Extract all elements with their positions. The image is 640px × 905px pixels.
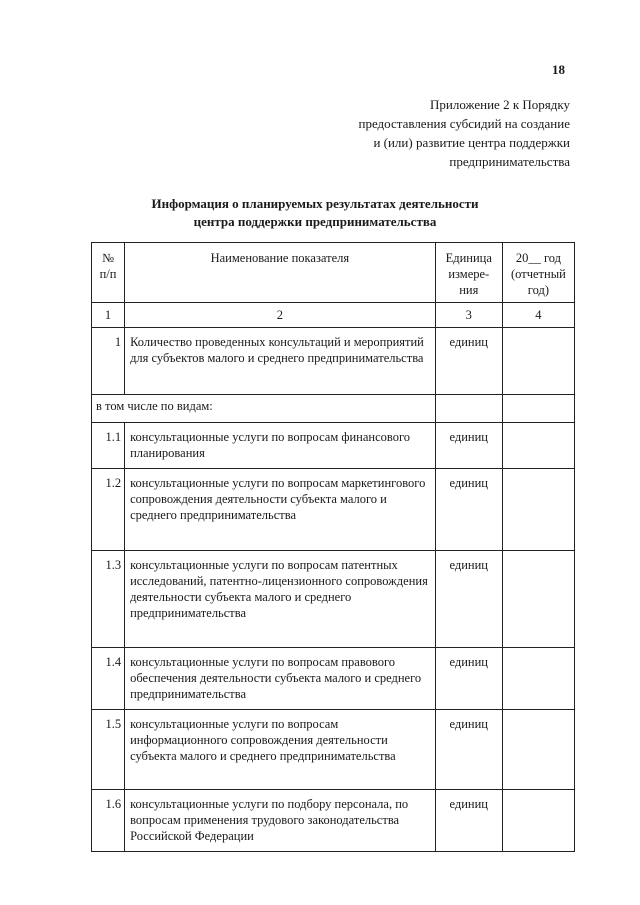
appendix-line: предоставления субсидий на создание xyxy=(358,116,570,131)
header-year-line: 20__ год xyxy=(515,251,562,265)
header-unit-line: ния xyxy=(459,283,479,297)
row-unit: единиц xyxy=(435,328,502,395)
row-unit: единиц xyxy=(435,469,502,551)
row-value xyxy=(502,551,574,648)
row-name: консультационные услуги по вопросам маркетингового сопровождения деятельности субъекта малого и среднего предпринимательства xyxy=(125,469,436,551)
row-value xyxy=(502,790,574,852)
table-header-row xyxy=(92,243,575,303)
subheader-empty xyxy=(435,395,502,423)
header-num-line: п/п xyxy=(99,267,117,281)
column-number: 2 xyxy=(125,303,436,328)
header-num-line: № xyxy=(102,251,114,265)
row-unit: единиц xyxy=(435,423,502,469)
header-unit-line: Единица xyxy=(445,251,492,265)
document-title xyxy=(90,195,540,231)
title-line: центра поддержки предпринимательства xyxy=(193,214,437,229)
column-number-row xyxy=(92,303,575,328)
row-value xyxy=(502,469,574,551)
table-row xyxy=(92,551,575,648)
results-table xyxy=(91,242,575,852)
row-number: 1 xyxy=(92,328,125,395)
header-year-line: год) xyxy=(527,283,550,297)
appendix-note xyxy=(358,95,570,171)
row-name: консультационные услуги по вопросам информационного сопровождения деятельности субъекта малого и среднего предпринимательства xyxy=(125,710,436,790)
row-number: 1.1 xyxy=(92,423,125,469)
header-unit-line: измере- xyxy=(448,267,490,281)
appendix-line: предпринимательства xyxy=(449,154,570,169)
header-name: Наименование показателя xyxy=(125,243,436,303)
row-name: консультационные услуги по подбору персонала, по вопросам применения трудового законодательства Российской Федерации xyxy=(125,790,436,852)
appendix-line: и (или) развитие центра поддержки xyxy=(373,135,570,150)
row-name: консультационные услуги по вопросам правового обеспечения деятельности субъекта малого и среднего предпринимательства xyxy=(125,648,436,710)
table-row xyxy=(92,423,575,469)
title-line: Информация о планируемых результатах деятельности xyxy=(151,196,479,211)
row-unit: единиц xyxy=(435,648,502,710)
row-value xyxy=(502,648,574,710)
row-name: консультационные услуги по вопросам финансового планирования xyxy=(125,423,436,469)
row-name: консультационные услуги по вопросам патентных исследований, патентно-лицензионного сопровождения деятельности субъекта малого и среднего предпринимательства xyxy=(125,551,436,648)
row-number: 1.6 xyxy=(92,790,125,852)
page-number: 18 xyxy=(552,62,565,77)
column-number: 4 xyxy=(502,303,574,328)
row-unit: единиц xyxy=(435,710,502,790)
row-value xyxy=(502,710,574,790)
table-row xyxy=(92,710,575,790)
row-unit: единиц xyxy=(435,790,502,852)
row-unit: единиц xyxy=(435,551,502,648)
row-name: Количество проведенных консультаций и мероприятий для субъектов малого и среднего предпринимательства xyxy=(125,328,436,395)
row-number: 1.2 xyxy=(92,469,125,551)
table-row xyxy=(92,648,575,710)
subheader-row xyxy=(92,395,575,423)
header-year-line: (отчетный xyxy=(511,267,566,281)
table-row xyxy=(92,469,575,551)
column-number: 3 xyxy=(435,303,502,328)
appendix-line: Приложение 2 к Порядку xyxy=(430,97,570,112)
table-row xyxy=(92,790,575,852)
row-value xyxy=(502,328,574,395)
column-number: 1 xyxy=(92,303,125,328)
header-year xyxy=(502,243,574,303)
table-row xyxy=(92,328,575,395)
row-value xyxy=(502,423,574,469)
row-number: 1.5 xyxy=(92,710,125,790)
subheader-text: в том числе по видам: xyxy=(92,395,436,423)
header-unit xyxy=(435,243,502,303)
row-number: 1.4 xyxy=(92,648,125,710)
header-num xyxy=(92,243,125,303)
row-number: 1.3 xyxy=(92,551,125,648)
subheader-empty xyxy=(502,395,574,423)
